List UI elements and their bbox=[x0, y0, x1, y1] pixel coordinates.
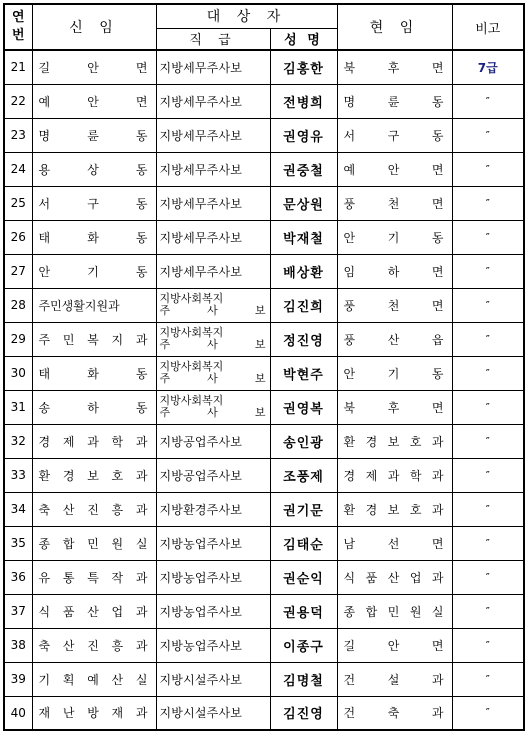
table-row bbox=[4, 322, 524, 356]
rank-cell bbox=[156, 390, 270, 424]
row-number: 30 bbox=[4, 356, 32, 390]
table-row bbox=[4, 458, 524, 492]
name-cell: 권중철 bbox=[270, 152, 337, 186]
new-post-cell: 기 획 예 산 실 bbox=[32, 662, 156, 696]
name-cell: 송인광 bbox=[270, 424, 337, 458]
rank-line-1: 지방사회복지 bbox=[159, 326, 224, 339]
note-cell: ″ bbox=[452, 628, 524, 662]
note-cell: ″ bbox=[452, 186, 524, 220]
new-post-cell: 태 화 동 bbox=[32, 356, 156, 390]
name-cell: 김진영 bbox=[270, 696, 337, 730]
new-post-cell: 예 안 면 bbox=[32, 84, 156, 118]
row-number: 31 bbox=[4, 390, 32, 424]
rank-cell bbox=[156, 288, 270, 322]
table-row bbox=[4, 526, 524, 560]
current-post-cell: 건 축 과 bbox=[337, 696, 452, 730]
name-cell: 전병희 bbox=[270, 84, 337, 118]
row-number: 38 bbox=[4, 628, 32, 662]
rank-cell: 지방세무주사보 bbox=[156, 254, 270, 288]
rank-header: 직 급 bbox=[156, 28, 270, 50]
current-post-cell: 길 안 면 bbox=[337, 628, 452, 662]
name-cell: 이종구 bbox=[270, 628, 337, 662]
current-post-cell: 안 기 동 bbox=[337, 356, 452, 390]
rank-cell: 지방세무주사보 bbox=[156, 186, 270, 220]
rank-cell: 지방세무주사보 bbox=[156, 152, 270, 186]
new-post-cell: 주민생활지원과 bbox=[32, 288, 156, 322]
note-cell: ″ bbox=[452, 492, 524, 526]
table-row bbox=[4, 390, 524, 424]
name-cell: 권순익 bbox=[270, 560, 337, 594]
new-post-cell: 송 하 동 bbox=[32, 390, 156, 424]
row-number: 24 bbox=[4, 152, 32, 186]
name-cell: 박재철 bbox=[270, 220, 337, 254]
no-header-label: 연번 bbox=[11, 10, 25, 43]
name-cell: 김태순 bbox=[270, 526, 337, 560]
row-number: 28 bbox=[4, 288, 32, 322]
current-post-cell: 경 제 과 학 과 bbox=[337, 458, 452, 492]
note-cell: ″ bbox=[452, 220, 524, 254]
table-row bbox=[4, 628, 524, 662]
table-row bbox=[4, 288, 524, 322]
current-post-cell: 안 기 동 bbox=[337, 220, 452, 254]
row-number: 33 bbox=[4, 458, 32, 492]
rank-cell: 지방시설주사보 bbox=[156, 662, 270, 696]
table-row bbox=[4, 662, 524, 696]
note-cell: ″ bbox=[452, 458, 524, 492]
current-post-cell: 식 품 산 업 과 bbox=[337, 560, 452, 594]
rank-line-1: 지방사회복지 bbox=[159, 292, 224, 305]
rank-cell: 지방환경주사보 bbox=[156, 492, 270, 526]
name-cell: 정진영 bbox=[270, 322, 337, 356]
current-post-header: 현 임 bbox=[337, 4, 452, 50]
note-cell: ″ bbox=[452, 152, 524, 186]
rank-line-1: 지방사회복지 bbox=[159, 394, 224, 407]
new-post-cell: 경 제 과 학 과 bbox=[32, 424, 156, 458]
table-row bbox=[4, 220, 524, 254]
note-cell: ″ bbox=[452, 526, 524, 560]
row-number: 27 bbox=[4, 254, 32, 288]
name-cell: 김진희 bbox=[270, 288, 337, 322]
new-post-cell: 태 화 동 bbox=[32, 220, 156, 254]
target-header: 대 상 자 bbox=[156, 4, 337, 28]
note-cell: ″ bbox=[452, 560, 524, 594]
row-number: 21 bbox=[4, 50, 32, 84]
note-cell: 7급 bbox=[452, 50, 524, 84]
new-post-cell: 서 구 동 bbox=[32, 186, 156, 220]
rank-cell: 지방세무주사보 bbox=[156, 84, 270, 118]
row-number: 32 bbox=[4, 424, 32, 458]
rank-cell: 지방농업주사보 bbox=[156, 526, 270, 560]
header-row-1 bbox=[4, 4, 524, 28]
new-post-cell: 명 륜 동 bbox=[32, 118, 156, 152]
name-cell: 박현주 bbox=[270, 356, 337, 390]
note-cell: ″ bbox=[452, 254, 524, 288]
row-number: 26 bbox=[4, 220, 32, 254]
table-row bbox=[4, 594, 524, 628]
current-post-cell: 종 합 민 원 실 bbox=[337, 594, 452, 628]
rank-line-2: 주 사 보 bbox=[159, 338, 266, 351]
new-post-cell: 주 민 복 지 과 bbox=[32, 322, 156, 356]
name-cell: 조풍제 bbox=[270, 458, 337, 492]
rank-cell: 지방세무주사보 bbox=[156, 220, 270, 254]
current-post-cell: 풍 천 면 bbox=[337, 186, 452, 220]
row-number: 29 bbox=[4, 322, 32, 356]
current-post-cell: 남 선 면 bbox=[337, 526, 452, 560]
rank-cell bbox=[156, 356, 270, 390]
rank-cell: 지방농업주사보 bbox=[156, 560, 270, 594]
current-post-cell: 풍 천 면 bbox=[337, 288, 452, 322]
note-cell: ″ bbox=[452, 84, 524, 118]
current-post-cell: 북 후 면 bbox=[337, 50, 452, 84]
name-cell: 권용덕 bbox=[270, 594, 337, 628]
new-post-cell: 길 안 면 bbox=[32, 50, 156, 84]
new-post-cell: 환 경 보 호 과 bbox=[32, 458, 156, 492]
name-header: 성 명 bbox=[270, 28, 337, 50]
name-cell: 권기문 bbox=[270, 492, 337, 526]
name-cell: 김명철 bbox=[270, 662, 337, 696]
row-number: 34 bbox=[4, 492, 32, 526]
rank-cell: 지방세무주사보 bbox=[156, 118, 270, 152]
new-post-cell: 안 기 동 bbox=[32, 254, 156, 288]
rank-line-2: 주 사 보 bbox=[159, 304, 266, 317]
current-post-cell: 예 안 면 bbox=[337, 152, 452, 186]
name-cell: 권영유 bbox=[270, 118, 337, 152]
note-cell: ″ bbox=[452, 390, 524, 424]
rank-cell: 지방공업주사보 bbox=[156, 458, 270, 492]
row-number: 22 bbox=[4, 84, 32, 118]
new-post-cell: 용 상 동 bbox=[32, 152, 156, 186]
table-row bbox=[4, 118, 524, 152]
row-number: 35 bbox=[4, 526, 32, 560]
note-cell: ″ bbox=[452, 288, 524, 322]
rank-cell: 지방농업주사보 bbox=[156, 594, 270, 628]
current-post-cell: 임 하 면 bbox=[337, 254, 452, 288]
rank-line-2: 주 사 보 bbox=[159, 372, 266, 385]
table-row bbox=[4, 186, 524, 220]
row-number: 37 bbox=[4, 594, 32, 628]
note-header: 비고 bbox=[452, 4, 524, 50]
table-row bbox=[4, 560, 524, 594]
new-post-cell: 유 통 특 작 과 bbox=[32, 560, 156, 594]
row-number: 25 bbox=[4, 186, 32, 220]
rank-line-2: 주 사 보 bbox=[159, 406, 266, 419]
rank-cell: 지방시설주사보 bbox=[156, 696, 270, 730]
rank-cell: 지방공업주사보 bbox=[156, 424, 270, 458]
row-number: 40 bbox=[4, 696, 32, 730]
name-cell: 권영복 bbox=[270, 390, 337, 424]
table-row bbox=[4, 254, 524, 288]
name-cell: 배상환 bbox=[270, 254, 337, 288]
no-header bbox=[4, 4, 32, 50]
row-number: 39 bbox=[4, 662, 32, 696]
current-post-cell: 건 설 과 bbox=[337, 662, 452, 696]
table-row bbox=[4, 84, 524, 118]
new-post-cell: 종 합 민 원 실 bbox=[32, 526, 156, 560]
name-cell: 김홍한 bbox=[270, 50, 337, 84]
rank-cell bbox=[156, 322, 270, 356]
table-row bbox=[4, 356, 524, 390]
rank-cell: 지방세무주사보 bbox=[156, 50, 270, 84]
note-cell: ″ bbox=[452, 424, 524, 458]
rank-line-1: 지방사회복지 bbox=[159, 360, 224, 373]
current-post-cell: 명 륜 동 bbox=[337, 84, 452, 118]
current-post-cell: 환 경 보 호 과 bbox=[337, 492, 452, 526]
row-number: 36 bbox=[4, 560, 32, 594]
name-cell: 문상원 bbox=[270, 186, 337, 220]
new-post-cell: 축 산 진 흥 과 bbox=[32, 492, 156, 526]
new-post-cell: 축 산 진 흥 과 bbox=[32, 628, 156, 662]
note-cell: ″ bbox=[452, 594, 524, 628]
table-row bbox=[4, 492, 524, 526]
current-post-cell: 북 후 면 bbox=[337, 390, 452, 424]
note-cell: ″ bbox=[452, 662, 524, 696]
table-row bbox=[4, 152, 524, 186]
new-post-cell: 식 품 산 업 과 bbox=[32, 594, 156, 628]
note-cell: ″ bbox=[452, 356, 524, 390]
note-cell: ″ bbox=[452, 696, 524, 730]
rank-cell: 지방농업주사보 bbox=[156, 628, 270, 662]
personnel-table bbox=[3, 3, 525, 731]
new-post-header: 신 임 bbox=[32, 4, 156, 50]
current-post-cell: 풍 산 읍 bbox=[337, 322, 452, 356]
table-row bbox=[4, 696, 524, 730]
row-number: 23 bbox=[4, 118, 32, 152]
note-cell: ″ bbox=[452, 118, 524, 152]
note-cell: ″ bbox=[452, 322, 524, 356]
table-row bbox=[4, 50, 524, 84]
current-post-cell: 환 경 보 호 과 bbox=[337, 424, 452, 458]
current-post-cell: 서 구 동 bbox=[337, 118, 452, 152]
new-post-cell: 재 난 방 재 과 bbox=[32, 696, 156, 730]
table-row bbox=[4, 424, 524, 458]
